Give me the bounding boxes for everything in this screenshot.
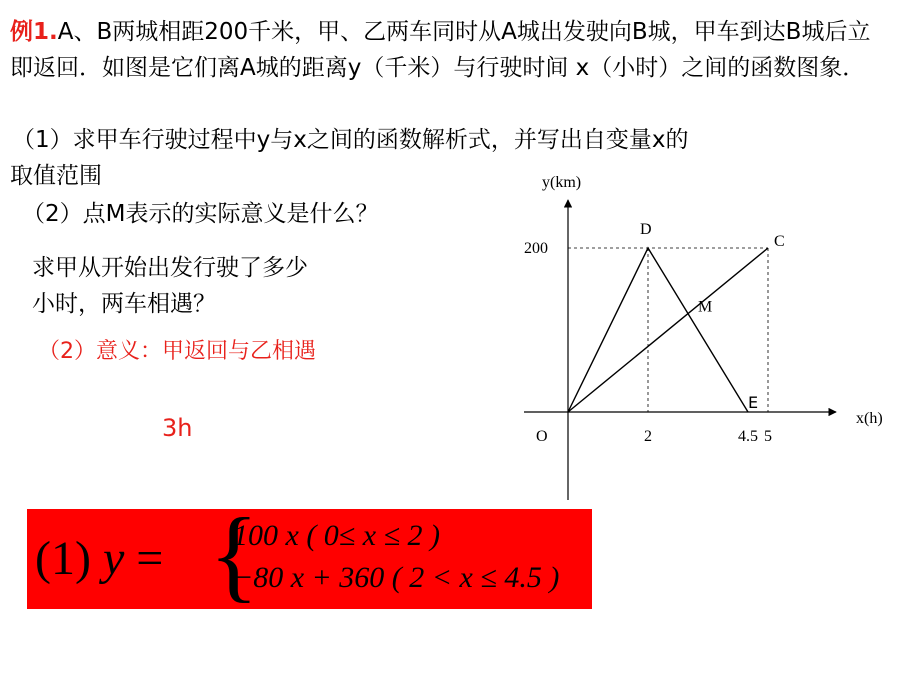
- part1-line1: （1）求甲车行驶过程中y与x之间的函数解析式，并写出自变量x的: [12, 127, 689, 153]
- x-tick-label: 4.5: [738, 428, 758, 445]
- axes: [524, 200, 836, 500]
- y-tick-label: 200: [524, 240, 548, 257]
- formula-lhs: [35, 531, 163, 586]
- question-line2: 小时，两车相遇？: [32, 291, 216, 317]
- point-label-c: C: [774, 233, 785, 250]
- x-axis-label: x(h): [856, 410, 883, 427]
- question-line1: 求甲从开始出发行驶了多少: [32, 255, 308, 281]
- formula-case-2: −80 x + 360 ( 2 < x ≤ 4.5 ): [233, 561, 560, 594]
- formula-equals: =: [136, 532, 164, 585]
- tick-labels: [524, 240, 772, 445]
- formula-case-1: 100 x ( 0≤ x ≤ 2 ): [233, 519, 441, 552]
- series-line-1: [568, 248, 748, 412]
- question-part-2: （2）点M表示的实际意义是什么？: [22, 201, 379, 227]
- formula-box: [27, 497, 592, 612]
- part1-line2: 取值范围: [10, 163, 102, 189]
- answer-meaning: （2）意义：甲返回与乙相遇: [38, 339, 316, 364]
- point-label-d: D: [640, 221, 652, 238]
- x-tick-label: 5: [764, 428, 772, 445]
- problem-text: A、B两城相距200千米，甲、乙两车同时从A城出发驶向B城，甲车到达B城后立即返回．如图是它们离A城的距离y（千米）与行驶时间 x（小时）之间的函数图象．: [10, 19, 871, 81]
- point-label-m: M: [698, 298, 713, 316]
- curly-brace: {: [209, 497, 259, 612]
- y-axis-label: y(km): [542, 174, 582, 191]
- series-line-2: [568, 248, 768, 412]
- series-lines: [568, 248, 768, 412]
- formula-part-number: (1): [35, 532, 91, 585]
- origin-label: O: [536, 428, 548, 445]
- answer-time: 3h: [162, 414, 193, 442]
- example-label: 例1.: [10, 19, 58, 45]
- formula-variable: y: [102, 532, 125, 585]
- point-label-e: E: [748, 393, 759, 412]
- x-tick-label: 2: [644, 428, 652, 445]
- point-labels: [640, 221, 785, 412]
